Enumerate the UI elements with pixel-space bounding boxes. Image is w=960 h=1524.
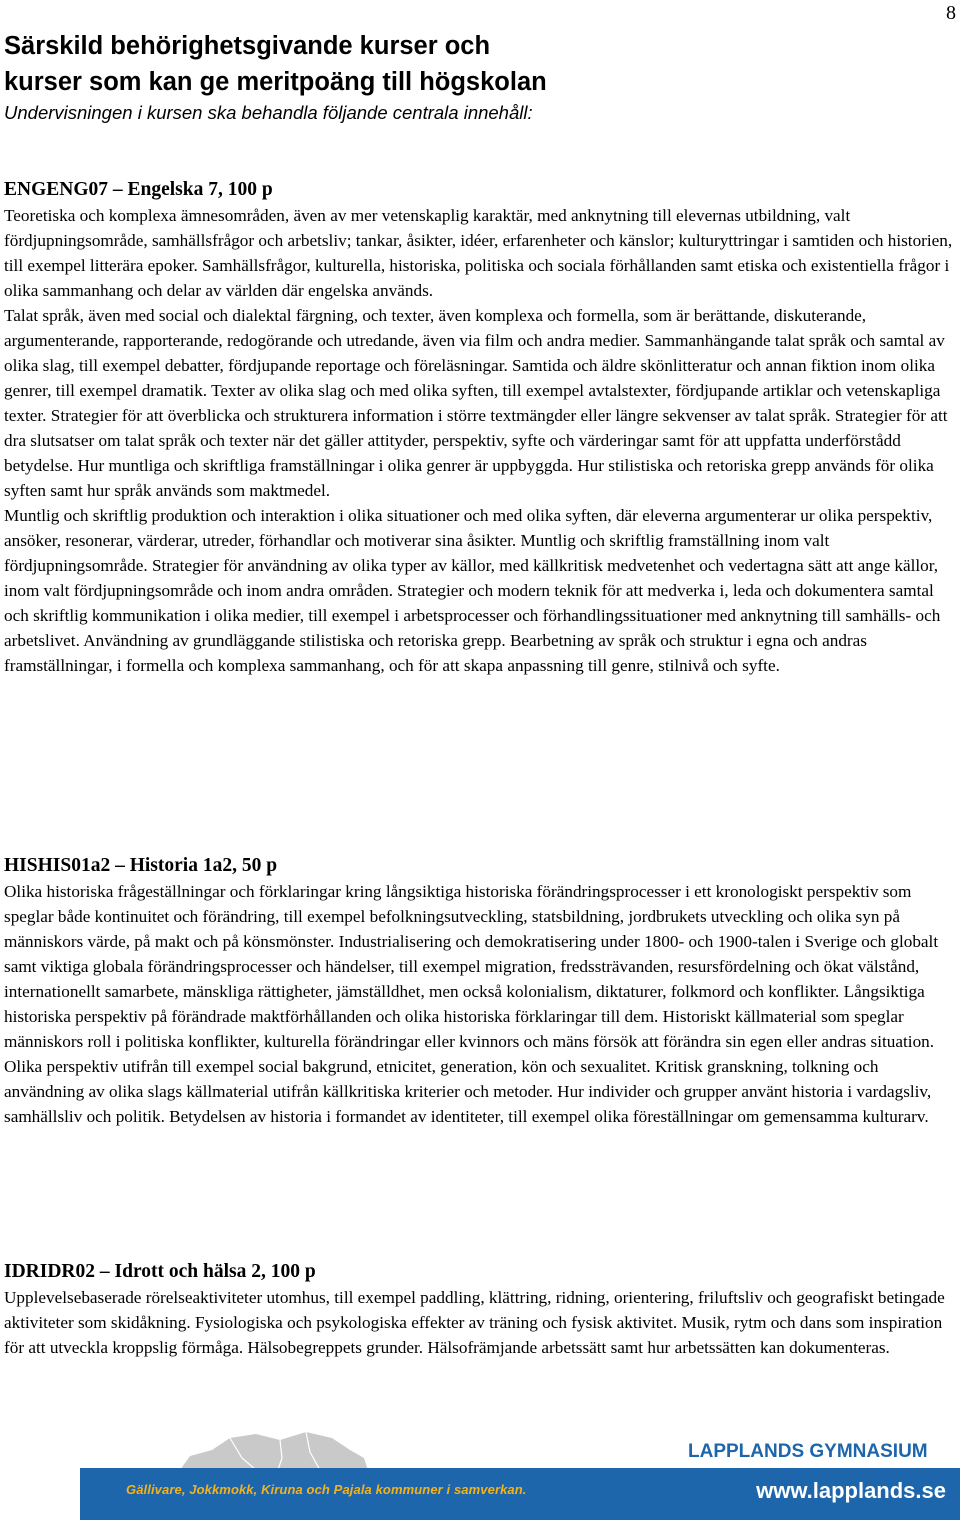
document-title-line-1: Särskild behörighetsgivande kurser och <box>4 32 491 60</box>
document-title-line-2: kurser som kan ge meritpoäng till högskolan <box>4 68 547 96</box>
region-map-icon <box>160 1428 370 1470</box>
website-url: www.lapplands.se <box>756 1478 946 1503</box>
page-number: 8 <box>946 2 956 24</box>
course-heading: IDRIDR02 – Idrott och hälsa 2, 100 p <box>4 1261 316 1282</box>
footer-slogan: Gällivare, Jokkmokk, Kiruna och Pajala kommuner i samverkan. <box>126 1482 527 1497</box>
page-footer <box>0 1428 960 1524</box>
school-logo-text: LAPPLANDS GYMNASIUM <box>688 1441 928 1462</box>
course-paragraph: Talat språk, även med social och dialektal färgning, och texter, även komplexa och formella, som är berättande, diskuterande, argumenterande, rapporterande, redogörande och utredande, även via film och andra medier. Sammanhängande talat språk och samtal av olika slag, till exempel debatter, fördjupande reportage och föreläsningar. Samtida och äldre skönlitteratur och annan fiktion inom olika genrer, till exempel dramatik. Texter av olika slag och med olika syften, till exempel avtalstexter, fördjupande artiklar och vetenskapliga texter. Strategier för att överblicka och strukturera information i större textmängder eller längre sekvenser av talat språk. Strategier för att dra slutsatser om talat språk och texter när det gäller attityder, perspektiv, syfte och värderingar samt för att uppfatta underförstådd betydelse. Hur muntliga och skriftliga framställningar i olika genrer är uppbyggda. Hur stilistiska och retoriska grepp används för olika syften samt hur språk används som maktmedel. <box>4 306 948 500</box>
course-paragraph: Muntlig och skriftlig produktion och interaktion i olika situationer och med olika syften, där eleverna argumenterar ur olika perspektiv, ansöker, resonerar, värderar, utreder, förhandlar och motiverar sina åsikter. Muntlig och skriftlig framställning inom valt fördjupningsområde. Strategier för användning av olika typer av källor, med källkritisk medvetenhet och vedertagna sätt att ange källor, inom valt fördjupningsområde och inom andra områden. Strategier och modern teknik för att medverka i, leda och dokumentera samtal och skriftlig kommunikation i olika medier, till exempel i arbetsprocesser och förhandlingssituationer med anknytning till samhälls- och arbetslivet. Användning av grundläggande stilistiska och retoriska grepp. Bearbetning av språk och struktur i egna och andras framställningar, i formella och komplexa sammanhang, och för att skapa anpassning till genre, stilnivå och syfte. <box>4 506 941 675</box>
course-section-historia-1a2 <box>4 853 958 1129</box>
course-heading: HISHIS01a2 – Historia 1a2, 50 p <box>4 855 278 876</box>
document-subtitle: Undervisningen i kursen ska behandla följande centrala innehåll: <box>4 102 533 123</box>
footer-bar <box>80 1468 960 1520</box>
course-paragraph: Olika historiska frågeställningar och förklaringar kring långsiktiga historiska förändringsprocesser i ett kronologiskt perspektiv som speglar både kontinuitet och förändring, till exempel befolkningsutveckling, statsbildning, jordbrukets utveckling och olika syn på människors värde, på makt och på könsmönster. Industrialisering och demokratisering under 1800- och 1900-talen i Sverige och globalt samt viktiga globala förändringsprocesser och händelser, till exempel migration, fredssträvanden, resursfördelning och ökat välstånd, internationellt samarbete, mänskliga rättigheter, jämställdhet, men också kolonialism, diktaturer, folkmord och konflikter. Långsiktiga historiska perspektiv på förändrade maktförhållanden och olika historiska förklaringar till dem. Historiskt källmaterial som speglar människors roll i politiska konflikter, kulturella förändringar eller kvinnors och mäns försök att förändra sin egen eller andras situation. Olika perspektiv utifrån till exempel social bakgrund, etnicitet, generation, kön och sexualitet. Kritisk granskning, tolkning och användning av olika slags källmaterial utifrån källkritiska kriterier och metoder. Hur individer och grupper använt historia i vardagsliv, samhällsliv och politik. Betydelsen av historia i formandet av identiteter, till exempel olika föreställningar om gemensamma kulturarv. <box>4 882 939 1126</box>
course-paragraph: Upplevelsebaserade rörelseaktiviteter utomhus, till exempel paddling, klättring, ridning, orientering, friluftsliv och geografiskt betingade aktiviteter som skidåkning. Fysiologiska och psykologiska effekter av träning och fysisk aktivitet. Musik, rytm och dans som inspiration för att utveckla kroppslig förmåga. Hälsobegreppets grunder. Hälsofrämjande arbetssätt samt hur arbetssätten kan dokumenteras. <box>4 1288 945 1357</box>
course-heading: ENGENG07 – Engelska 7, 100 p <box>4 179 273 200</box>
course-section-engelska-7 <box>4 177 958 678</box>
course-paragraph: Teoretiska och komplexa ämnesområden, även av mer vetenskaplig karaktär, med anknytning till elevernas utbildning, valt fördjupningsområde, samhällsfrågor och arbetsliv; tankar, åsikter, idéer, erfarenheter och känslor; kulturyttringar i samtiden och historien, till exempel litterära epoker. Samhällsfrågor, kulturella, historiska, politiska och sociala förhållanden samt etiska och existentiella frågor i olika sammanhang och delar av världen där engelska används. <box>4 206 953 300</box>
document-header <box>4 28 904 126</box>
course-section-idrott-och-halsa-2 <box>4 1259 958 1360</box>
